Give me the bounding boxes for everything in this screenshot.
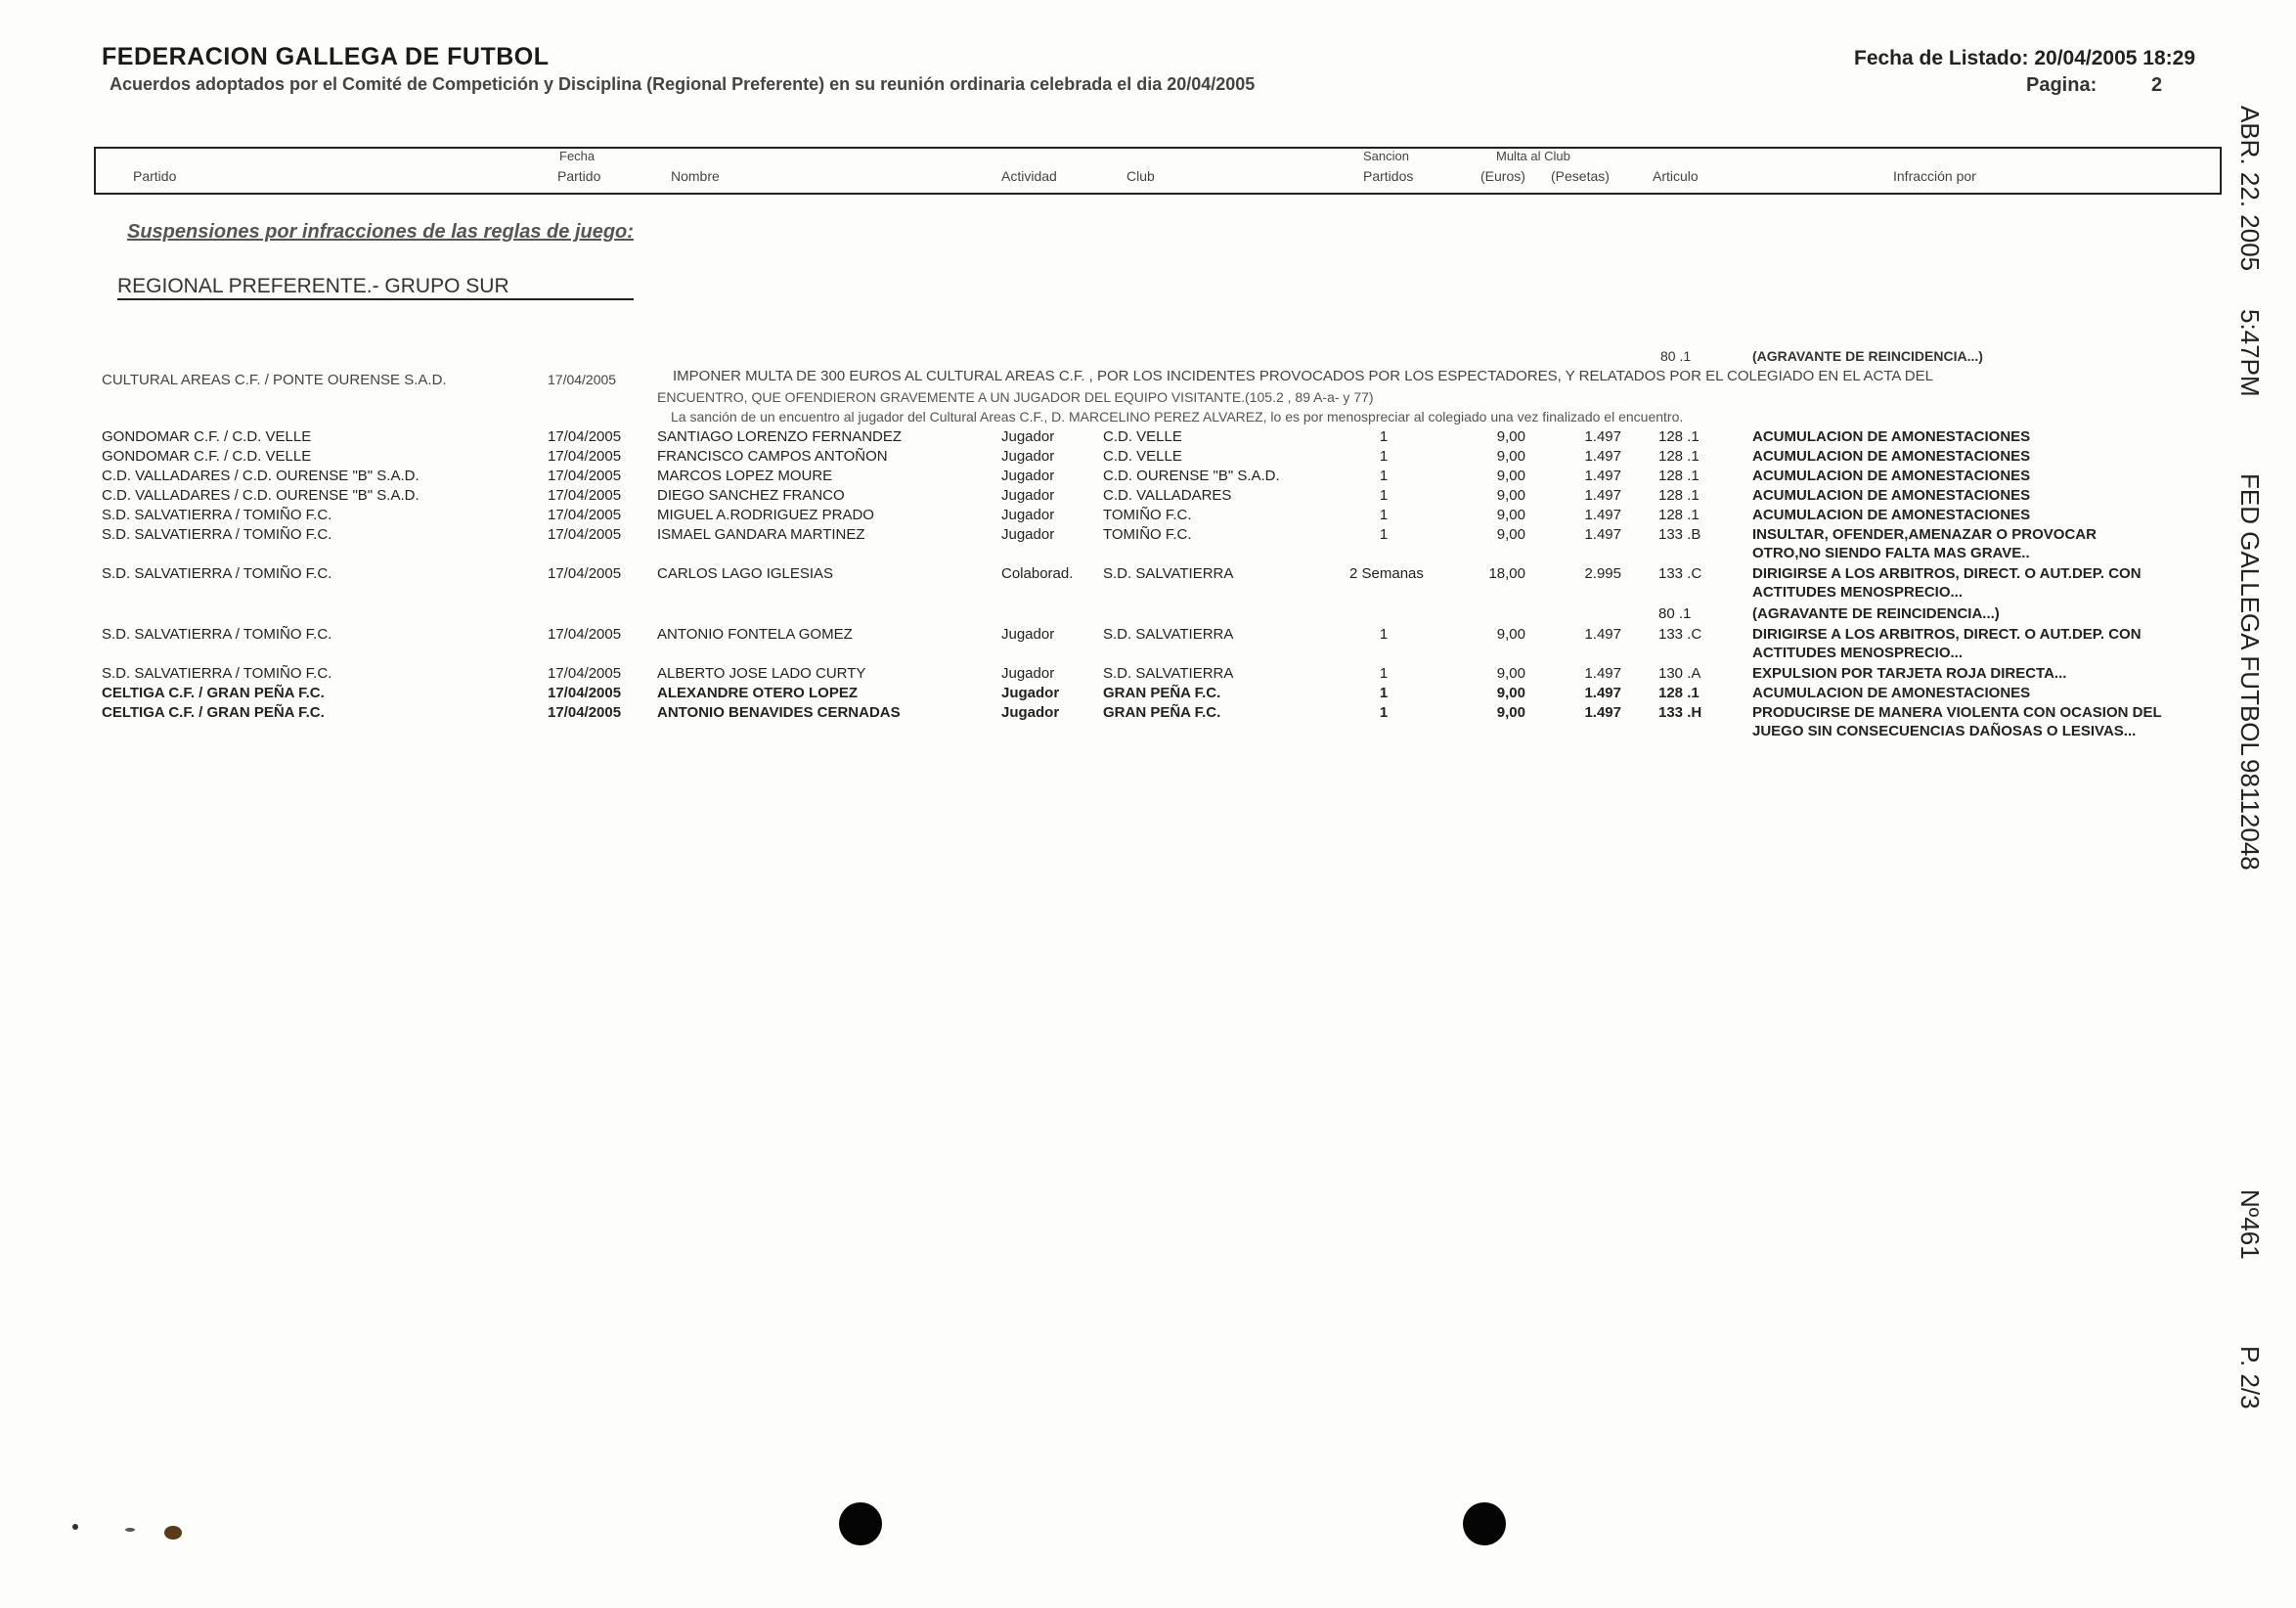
col-articulo: Articulo bbox=[1653, 168, 1699, 184]
row-partido: GONDOMAR C.F. / C.D. VELLE bbox=[102, 428, 312, 445]
row-articulo: 130 .A bbox=[1658, 665, 1701, 682]
col-infraccion: Infracción por bbox=[1893, 168, 1976, 184]
row-nombre: MARCOS LOPEZ MOURE bbox=[657, 468, 833, 484]
row-partido: S.D. SALVATIERRA / TOMIÑO F.C. bbox=[102, 665, 332, 682]
fax-date: ABR. 22. 2005 bbox=[2235, 106, 2265, 272]
col-multa-euros: (Euros) bbox=[1480, 168, 1525, 184]
fine-partido: CULTURAL AREAS C.F. / PONTE OURENSE S.A.D. bbox=[102, 372, 447, 388]
fine-agravante: (AGRAVANTE DE REINCIDENCIA...) bbox=[1752, 348, 1983, 364]
row-fecha: 17/04/2005 bbox=[548, 685, 622, 701]
row-club: S.D. SALVATIERRA bbox=[1103, 626, 1234, 643]
row-articulo: 128 .1 bbox=[1658, 507, 1700, 523]
row-pesetas: 1.497 bbox=[1584, 487, 1621, 504]
stain bbox=[164, 1526, 182, 1540]
row-articulo: 133 .B bbox=[1658, 526, 1701, 543]
row-fecha: 17/04/2005 bbox=[548, 626, 622, 643]
row-actividad: Jugador bbox=[1001, 448, 1055, 465]
col-nombre: Nombre bbox=[671, 168, 720, 184]
row-fecha: 17/04/2005 bbox=[548, 704, 622, 721]
row-actividad: Jugador bbox=[1001, 428, 1055, 445]
row-club: C.D. VELLE bbox=[1103, 428, 1182, 445]
document-title: FEDERACION GALLEGA DE FUTBOL bbox=[102, 43, 550, 70]
row-euros: 9,00 bbox=[1496, 526, 1525, 543]
row-pesetas: 1.497 bbox=[1584, 526, 1621, 543]
section-title: Suspensiones por infracciones de las reglas de juego: bbox=[127, 221, 634, 243]
row-articulo: 128 .1 bbox=[1658, 468, 1700, 484]
col-sancion-top: Sancion bbox=[1363, 149, 1409, 163]
row-partido: C.D. VALLADARES / C.D. OURENSE "B" S.A.D. bbox=[102, 487, 419, 504]
row-fecha: 17/04/2005 bbox=[548, 487, 622, 504]
fine-articulo: 80 .1 bbox=[1660, 348, 1692, 364]
row-nombre: FRANCISCO CAMPOS ANTOÑON bbox=[657, 448, 888, 465]
binder-hole-right bbox=[1463, 1502, 1506, 1545]
row-euros: 9,00 bbox=[1496, 468, 1525, 484]
row-partido: GONDOMAR C.F. / C.D. VELLE bbox=[102, 448, 312, 465]
row-partido: S.D. SALVATIERRA / TOMIÑO F.C. bbox=[102, 626, 332, 643]
fine-fecha: 17/04/2005 bbox=[548, 372, 617, 387]
row-infraccion: ACUMULACION DE AMONESTACIONES bbox=[1752, 448, 2031, 465]
row-fecha: 17/04/2005 bbox=[548, 448, 622, 465]
binder-hole-left bbox=[839, 1502, 882, 1545]
row-euros: 9,00 bbox=[1496, 685, 1525, 701]
row-euros: 18,00 bbox=[1488, 565, 1525, 582]
fax-page: P. 2/3 bbox=[2235, 1346, 2265, 1409]
row-sancion: 1 bbox=[1379, 665, 1389, 682]
row-infraccion: DIRIGIRSE A LOS ARBITROS, DIRECT. O AUT.DEP. CON bbox=[1752, 626, 2141, 643]
listing-date: Fecha de Listado: 20/04/2005 18:29 bbox=[1854, 47, 2196, 69]
row-articulo: 128 .1 bbox=[1658, 428, 1700, 445]
col-partido: Partido bbox=[133, 168, 177, 184]
row-articulo: 128 .1 bbox=[1658, 685, 1700, 701]
document-subtitle: Acuerdos adoptados por el Comité de Competición y Disciplina (Regional Preferente) en su reunión ordinaria celebrada el dia 20/04/2005 bbox=[110, 74, 1256, 94]
row-pesetas: 1.497 bbox=[1584, 665, 1621, 682]
row-sancion: 1 bbox=[1379, 526, 1389, 543]
row-actividad: Jugador bbox=[1001, 626, 1055, 643]
row-infraccion: ACTITUDES MENOSPRECIO... bbox=[1752, 645, 1964, 661]
row-actividad: Jugador bbox=[1001, 468, 1055, 484]
row-euros: 9,00 bbox=[1496, 448, 1525, 465]
row-nombre: ANTONIO BENAVIDES CERNADAS bbox=[657, 704, 901, 721]
col-sancion-bottom: Partidos bbox=[1363, 168, 1414, 184]
row-infraccion: JUEGO SIN CONSECUENCIAS DAÑOSAS O LESIVAS... bbox=[1752, 723, 2137, 739]
row-partido: CELTIGA C.F. / GRAN PEÑA F.C. bbox=[102, 704, 325, 721]
row-club: GRAN PEÑA F.C. bbox=[1103, 685, 1221, 701]
row-pesetas: 1.497 bbox=[1584, 507, 1621, 523]
row-nombre: MIGUEL A.RODRIGUEZ PRADO bbox=[657, 507, 874, 523]
row-pesetas: 1.497 bbox=[1584, 685, 1621, 701]
row-euros: 9,00 bbox=[1496, 487, 1525, 504]
row-fecha: 17/04/2005 bbox=[548, 665, 622, 682]
page-number: 2 bbox=[2151, 74, 2163, 96]
row-sancion: 1 bbox=[1379, 487, 1389, 504]
row-infraccion: ACUMULACION DE AMONESTACIONES bbox=[1752, 428, 2031, 445]
col-fecha-top: Fecha bbox=[559, 149, 596, 163]
row-euros: 9,00 bbox=[1496, 507, 1525, 523]
row-fecha: 17/04/2005 bbox=[548, 428, 622, 445]
col-multa-top: Multa al Club bbox=[1496, 149, 1570, 163]
row-nombre: SANTIAGO LORENZO FERNANDEZ bbox=[657, 428, 903, 445]
row-club: TOMIÑO F.C. bbox=[1103, 526, 1192, 543]
row-infraccion: ACUMULACION DE AMONESTACIONES bbox=[1752, 468, 2031, 484]
row-partido: C.D. VALLADARES / C.D. OURENSE "B" S.A.D. bbox=[102, 468, 419, 484]
row-pesetas: 1.497 bbox=[1584, 626, 1621, 643]
fax-sender: FED GALLEGA FUTBOL bbox=[2235, 473, 2265, 756]
col-fecha-bottom: Partido bbox=[557, 168, 601, 184]
row-sancion: 1 bbox=[1379, 448, 1389, 465]
row-club: GRAN PEÑA F.C. bbox=[1103, 704, 1221, 721]
row-club: TOMIÑO F.C. bbox=[1103, 507, 1192, 523]
row-pesetas: 2.995 bbox=[1584, 565, 1621, 582]
row-actividad: Jugador bbox=[1001, 526, 1055, 543]
fine-text-line2: ENCUENTRO, QUE OFENDIERON GRAVEMENTE A UN JUGADOR DEL EQUIPO VISITANTE.(105.2 , 89 A-a- y 77) bbox=[657, 389, 1374, 405]
row-fecha: 17/04/2005 bbox=[548, 565, 622, 582]
row-nombre: ALBERTO JOSE LADO CURTY bbox=[657, 665, 866, 682]
row-sancion: 1 bbox=[1379, 626, 1389, 643]
row-pesetas: 1.497 bbox=[1584, 468, 1621, 484]
fax-sequence: Nº461 bbox=[2235, 1189, 2265, 1260]
col-club: Club bbox=[1126, 168, 1155, 184]
row-club: S.D. SALVATIERRA bbox=[1103, 665, 1234, 682]
row-sancion: 1 bbox=[1379, 507, 1389, 523]
row-sancion: 1 bbox=[1379, 428, 1389, 445]
row-euros: 9,00 bbox=[1496, 704, 1525, 721]
row-infraccion: ACUMULACION DE AMONESTACIONES bbox=[1752, 685, 2031, 701]
row-partido: S.D. SALVATIERRA / TOMIÑO F.C. bbox=[102, 526, 332, 543]
row-club: C.D. OURENSE "B" S.A.D. bbox=[1103, 468, 1280, 484]
row-actividad: Jugador bbox=[1001, 685, 1060, 701]
page-label: Pagina: bbox=[2026, 74, 2097, 96]
row-pesetas: 1.497 bbox=[1584, 704, 1621, 721]
row-fecha: 17/04/2005 bbox=[548, 526, 622, 543]
row-articulo: 133 .C bbox=[1658, 565, 1702, 582]
row-actividad: Jugador bbox=[1001, 665, 1055, 682]
row-euros: 9,00 bbox=[1496, 428, 1525, 445]
row-sancion: 1 bbox=[1379, 704, 1389, 721]
fax-time: 5:47PM bbox=[2235, 309, 2265, 397]
row-infraccion: ACTITUDES MENOSPRECIO... bbox=[1752, 584, 1964, 601]
row-articulo: 128 .1 bbox=[1658, 448, 1700, 465]
row-nombre: DIEGO SANCHEZ FRANCO bbox=[657, 487, 845, 504]
row-actividad: Jugador bbox=[1001, 704, 1060, 721]
row-sancion: 1 bbox=[1379, 468, 1389, 484]
row-articulo: 133 .H bbox=[1658, 704, 1702, 721]
fax-number: 98112048 bbox=[2235, 759, 2265, 871]
row-articulo: 128 .1 bbox=[1658, 487, 1700, 504]
row-fecha: 17/04/2005 bbox=[548, 507, 622, 523]
fine-text-line3: La sanción de un encuentro al jugador del Cultural Areas C.F., D. MARCELINO PEREZ ALVAREZ, lo es por menospreciar al colegiado una vez finalizado el encuentro. bbox=[671, 409, 1684, 424]
col-actividad: Actividad bbox=[1001, 168, 1057, 184]
row-infraccion: ACUMULACION DE AMONESTACIONES bbox=[1752, 487, 2031, 504]
row-pesetas: 1.497 bbox=[1584, 448, 1621, 465]
row-actividad: Jugador bbox=[1001, 487, 1055, 504]
row-nombre: ISMAEL GANDARA MARTINEZ bbox=[657, 526, 865, 543]
row-infraccion: DIRIGIRSE A LOS ARBITROS, DIRECT. O AUT.DEP. CON bbox=[1752, 565, 2141, 582]
group-title: REGIONAL PREFERENTE.- GRUPO SUR bbox=[117, 275, 509, 297]
row-pesetas: 1.497 bbox=[1584, 428, 1621, 445]
row-articulo: 133 .C bbox=[1658, 626, 1702, 643]
row-infraccion: OTRO,NO SIENDO FALTA MAS GRAVE.. bbox=[1752, 545, 2030, 561]
row-club: S.D. SALVATIERRA bbox=[1103, 565, 1234, 582]
row-fecha: 17/04/2005 bbox=[548, 468, 622, 484]
row-club: C.D. VALLADARES bbox=[1103, 487, 1232, 504]
row-infraccion: PRODUCIRSE DE MANERA VIOLENTA CON OCASION DEL bbox=[1752, 704, 2162, 721]
row-euros: 9,00 bbox=[1496, 626, 1525, 643]
group-underline bbox=[117, 298, 634, 300]
row-nombre: ALEXANDRE OTERO LOPEZ bbox=[657, 685, 859, 701]
stain bbox=[125, 1528, 135, 1532]
fine-text-line1: IMPONER MULTA DE 300 EUROS AL CULTURAL AREAS C.F. , POR LOS INCIDENTES PROVOCADOS POR LOS ESPECTADORES, Y RELATADOS POR EL COLEGIADO EN EL ACTA DEL bbox=[673, 368, 1933, 384]
row-sancion: 2 Semanas bbox=[1349, 565, 1424, 582]
col-multa-pesetas: (Pesetas) bbox=[1551, 168, 1610, 184]
row-partido: CELTIGA C.F. / GRAN PEÑA F.C. bbox=[102, 685, 325, 701]
row-pre-infraccion: (AGRAVANTE DE REINCIDENCIA...) bbox=[1752, 605, 2000, 622]
row-partido: S.D. SALVATIERRA / TOMIÑO F.C. bbox=[102, 565, 332, 582]
row-partido: S.D. SALVATIERRA / TOMIÑO F.C. bbox=[102, 507, 332, 523]
row-infraccion: EXPULSION POR TARJETA ROJA DIRECTA... bbox=[1752, 665, 2067, 682]
row-club: C.D. VELLE bbox=[1103, 448, 1182, 465]
row-sancion: 1 bbox=[1379, 685, 1389, 701]
row-nombre: CARLOS LAGO IGLESIAS bbox=[657, 565, 834, 582]
row-actividad: Colaborad. bbox=[1001, 565, 1074, 582]
row-nombre: ANTONIO FONTELA GOMEZ bbox=[657, 626, 853, 643]
row-infraccion: ACUMULACION DE AMONESTACIONES bbox=[1752, 507, 2031, 523]
row-euros: 9,00 bbox=[1496, 665, 1525, 682]
row-infraccion: INSULTAR, OFENDER,AMENAZAR O PROVOCAR bbox=[1752, 526, 2097, 543]
row-pre-articulo: 80 .1 bbox=[1658, 605, 1692, 622]
stain bbox=[72, 1524, 78, 1530]
row-actividad: Jugador bbox=[1001, 507, 1055, 523]
